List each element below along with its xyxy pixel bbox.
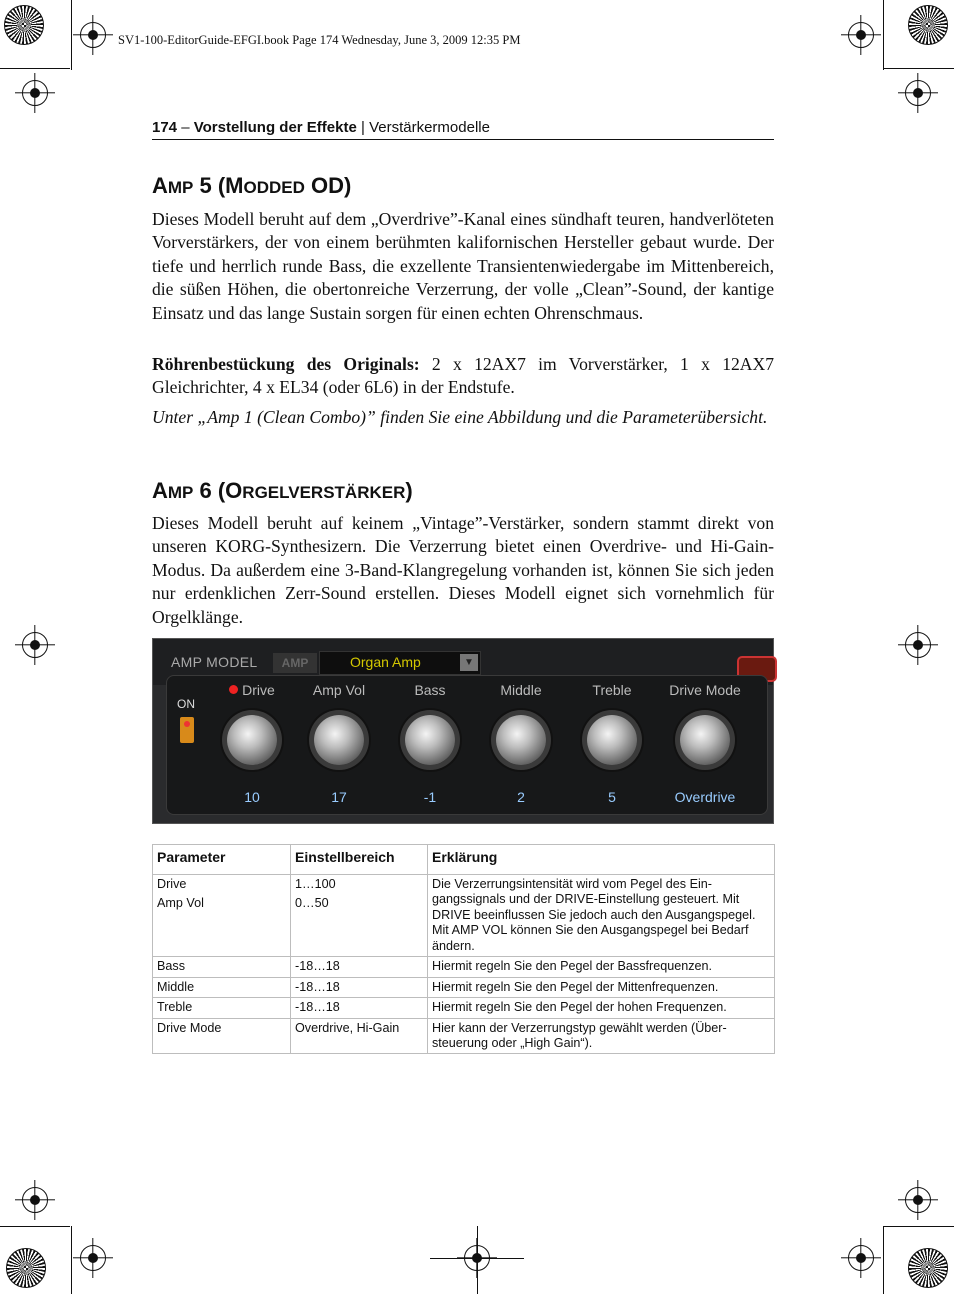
knob-label-middle: Middle [500, 682, 542, 698]
amp5-reference: Unter „Amp 1 (Clean Combo)” finden Sie eine Abbildung und die Parameterübersicht. [152, 407, 768, 427]
knob-label-bass: Bass [414, 682, 446, 698]
cell-param: Bass [153, 957, 291, 977]
knob-label-amp-vol: Amp Vol [312, 682, 366, 698]
panel-title: AMP MODEL [171, 654, 258, 670]
cell-param: Middle [153, 977, 291, 997]
col-header-parameter: Parameter [153, 845, 291, 875]
knob-label-text: Drive [242, 682, 275, 698]
crosshair-mark [80, 22, 106, 48]
amp6-description: Dieses Modell beruht auf keinem „Vintage”-Verstärker, sondern stammt direkt von unseren KORG-Synthesizern. Die Verzerrung bietet einen Overdrive- und Hi-Gain-Modus. Da außerdem eine 3-Band-Klangregelung vorhanden ist, können Sie sich jeden nur erdenklichen Zerr-Sound erstellen. Dieses Modell eignet sich vornehmlich für Orgelklänge. [152, 513, 774, 627]
crosshair-mark [80, 1245, 106, 1271]
knob-value-drive-mode: Overdrive [674, 789, 736, 805]
table-header-row [153, 845, 775, 875]
knob-drive-mode[interactable] [680, 715, 730, 765]
heading-part: OD) [304, 173, 352, 198]
cell-range: -18…18 [291, 977, 428, 997]
col-header-explanation: Erklärung [428, 845, 775, 875]
heading-part: A [152, 478, 168, 503]
cell-range: -18…18 [291, 998, 428, 1018]
crosshair-mark [22, 80, 48, 106]
knob-label-drive [212, 682, 292, 698]
heading-part: RGELVERSTÄRKER [242, 483, 406, 502]
on-switch[interactable] [180, 717, 194, 743]
crosshair-mark [905, 1187, 931, 1213]
heading-part: A [152, 173, 168, 198]
heading-part: 6 (O [193, 478, 243, 503]
crop-line [883, 1226, 884, 1294]
cell-range: 1…100 [291, 875, 428, 895]
on-label: ON [177, 697, 195, 711]
heading-part: MP [167, 483, 194, 502]
heading-part: ) [405, 478, 413, 503]
cell-desc: Hiermit regeln Sie den Pegel der Mittenfrequenzen. [428, 977, 775, 997]
table-row [153, 957, 775, 977]
table-row [153, 1018, 775, 1054]
crop-line [71, 0, 72, 70]
crosshair-mark [848, 1245, 874, 1271]
led-icon [229, 685, 238, 694]
header-subsection: Verstärkermodelle [369, 119, 490, 136]
cell-param: Drive Mode [153, 1018, 291, 1054]
table-row [153, 998, 775, 1018]
knob-value-treble: 5 [608, 789, 616, 805]
amp5-heading [152, 173, 351, 199]
col-header-range: Einstellbereich [291, 845, 428, 875]
amp5-tubes [152, 353, 774, 400]
tubes-label: Röhrenbestückung des Originals: [152, 354, 420, 374]
cell-range: 0…50 [291, 894, 428, 957]
cell-range: Overdrive, Hi-Gain [291, 1018, 428, 1054]
crop-line [883, 0, 884, 70]
cell-desc: Hiermit regeln Sie den Pegel der Bassfrequenzen. [428, 957, 775, 977]
crop-line [0, 68, 70, 69]
running-header [152, 119, 774, 140]
crop-line [0, 1226, 70, 1227]
chevron-down-icon[interactable]: ▼ [460, 654, 478, 671]
crosshair-mark [22, 632, 48, 658]
amp-model-select[interactable] [319, 651, 481, 675]
registration-star-top-left [4, 5, 44, 45]
knob-label-treble: Treble [592, 682, 632, 698]
header-section: Vorstellung der Effekte [193, 119, 357, 136]
heading-part: ODDED [243, 178, 305, 197]
cell-param: Amp Vol [153, 894, 291, 957]
cell-range: -18…18 [291, 957, 428, 977]
header-separator: | [360, 119, 365, 136]
amp-model-value: Organ Amp [350, 654, 421, 670]
cell-param: Drive [153, 875, 291, 895]
crosshair-mark [905, 632, 931, 658]
knob-value-bass: -1 [423, 789, 437, 805]
heading-part: MP [167, 178, 194, 197]
cell-desc: Hier kann der Verzerrungstyp gewählt werden (Übersteuerung oder „High Gain“). [428, 1018, 775, 1054]
knob-value-drive: 10 [244, 789, 260, 805]
crosshair-mark [905, 80, 931, 106]
registration-star-bottom-right [908, 1248, 948, 1288]
crosshair-mark [848, 22, 874, 48]
knob-bass[interactable] [405, 715, 455, 765]
cell-param: Treble [153, 998, 291, 1018]
header-dash: – [181, 119, 190, 136]
crop-line [477, 1226, 478, 1294]
heading-part: 5 (M [193, 173, 244, 198]
cell-desc: Hiermit regeln Sie den Pegel der hohen Frequenzen. [428, 998, 775, 1018]
amp5-description: Dieses Modell beruht auf dem „Overdrive”-Kanal eines sündhaft teuren, handverlöteten Vorverstärkers, der von einem berühmten kalifornischen Hersteller gebaut wurde. Der tiefe und herrlich runde Bass, die exzellente Transientenwiedergabe im Mittenbereich, die süßen Höhen, die obertonreiche Verzerrung, der volle „Clean”-Sound, der kantige Einsatz und das lange Sustain sorgen für einen echten Ohrenschmaus. [152, 209, 774, 323]
table-row [153, 875, 775, 895]
amp6-heading [152, 478, 413, 504]
knob-drive[interactable] [227, 715, 277, 765]
knob-middle[interactable] [496, 715, 546, 765]
page-number: 174 [152, 119, 178, 136]
registration-star-bottom-left [6, 1248, 46, 1288]
knob-value-amp-vol: 17 [331, 789, 347, 805]
amp-model-panel [152, 638, 774, 824]
crop-line [71, 1226, 72, 1294]
knob-label-drive-mode: Drive Mode [669, 682, 741, 698]
parameter-table [152, 844, 775, 1054]
crop-line [884, 68, 954, 69]
knob-value-middle: 2 [517, 789, 525, 805]
registration-star-top-right [908, 5, 948, 45]
crosshair-mark [22, 1187, 48, 1213]
amp-tag: AMP [273, 653, 317, 673]
tubes-text: 2 x 12AX7 im Vorverstärker, 1 x 12AX7 Gleichrichter, 4 x EL34 (oder 6L6) in der Endstufe. [152, 354, 774, 398]
table-row [153, 977, 775, 997]
knob-treble[interactable] [587, 715, 637, 765]
cell-desc: Die Verzerrungsintensität wird vom Pegel des Eingangssignals und der DRIVE-Einstellung gesteuert. Mit DRIVE beeinflussen Sie jedoch auch den Ausgangspegel. Mit AMP VOL können Sie den Ausgangspegel bei Bedarf ändern. [428, 875, 775, 957]
book-info-line: SV1-100-EditorGuide-EFGI.book Page 174 Wednesday, June 3, 2009 12:35 PM [118, 33, 521, 47]
knob-amp-vol[interactable] [314, 715, 364, 765]
crop-line [884, 1226, 954, 1227]
